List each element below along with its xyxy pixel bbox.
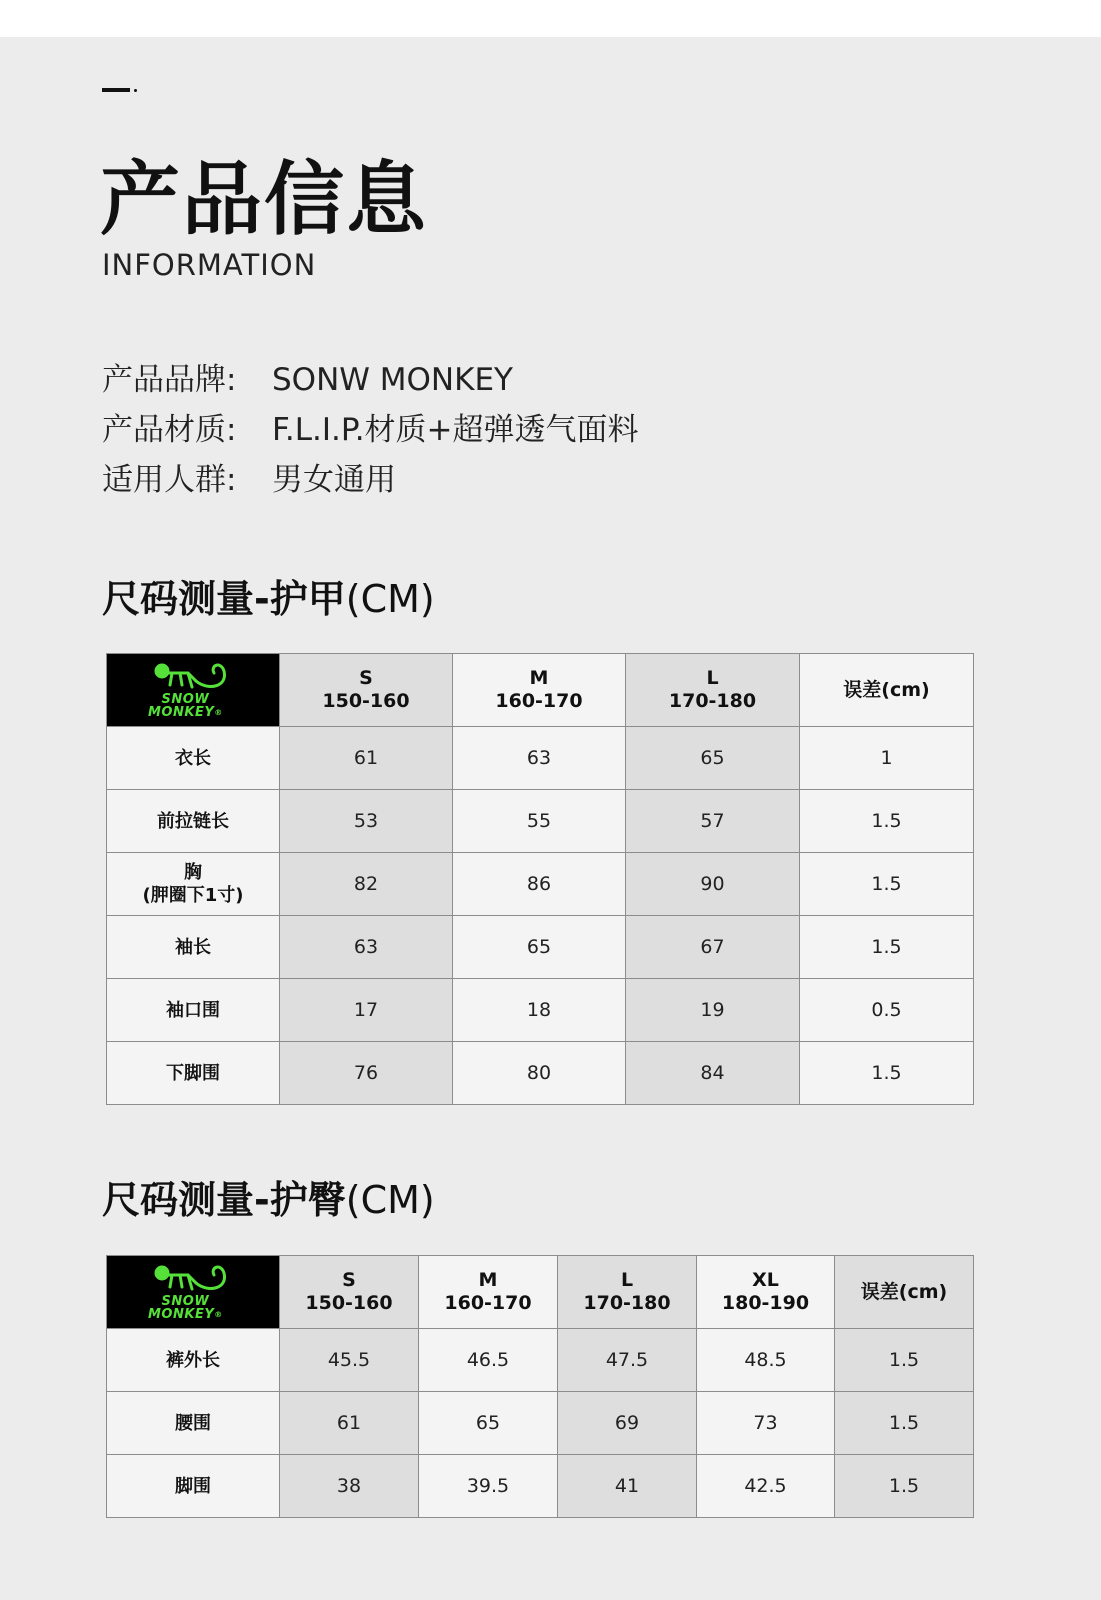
table-row [107,1455,974,1518]
table-cell: 67 [626,916,800,979]
table-cell: 55 [453,790,626,853]
table-cell: 47.5 [558,1329,697,1392]
table-cell: 63 [280,916,453,979]
table-cell: 69 [558,1392,697,1455]
brand-logo [107,1256,280,1329]
table-cell: 1 [800,727,974,790]
table-cell: 86 [453,853,626,916]
table-cell: 84 [626,1042,800,1105]
table-cell: 65 [626,727,800,790]
table-cell: 0.5 [800,979,974,1042]
column-header-s: S 150-160 [280,654,453,727]
table-cell: 1.5 [800,916,974,979]
table-cell: 57 [626,790,800,853]
column-header-m: M 160-170 [453,654,626,727]
row-label: 袖长 [107,916,280,979]
column-header-xl: XL 180-190 [697,1256,835,1329]
table-cell: 76 [280,1042,453,1105]
table-row [107,1042,974,1105]
section-marker [102,88,130,92]
table-cell: 90 [626,853,800,916]
table-cell: 73 [697,1392,835,1455]
vest-title-unit: (CM) [345,577,435,621]
table-cell: 38 [280,1455,419,1518]
brand-logo [107,654,280,727]
table-header-row [107,654,974,727]
table-cell: 42.5 [697,1455,835,1518]
table-cell: 82 [280,853,453,916]
table-cell: 63 [453,727,626,790]
section-marker-dot [134,89,137,92]
table-cell: 61 [280,727,453,790]
column-header-m: M 160-170 [419,1256,558,1329]
row-label: 脚围 [107,1455,280,1518]
table-cell: 1.5 [835,1329,974,1392]
table-cell: 1.5 [835,1392,974,1455]
vest-section-title [102,577,435,621]
info-audience-key: 适用人群: [102,462,237,498]
table-cell: 39.5 [419,1455,558,1518]
info-brand-key: 产品品牌: [102,362,237,398]
table-cell: 48.5 [697,1329,835,1392]
table-row [107,979,974,1042]
info-audience-value: 男女通用 [272,462,396,498]
table-cell: 80 [453,1042,626,1105]
column-header-s: S 150-160 [280,1256,419,1329]
table-row [107,727,974,790]
table-cell: 41 [558,1455,697,1518]
table-row [107,1329,974,1392]
table-row [107,916,974,979]
page-title: 产品信息 [100,153,428,246]
hip-title-text: 尺码测量-护臀 [102,1178,346,1222]
hip-title-unit: (CM) [345,1178,435,1222]
column-header-l: L 170-180 [626,654,800,727]
table-row [107,1392,974,1455]
row-label: 裤外长 [107,1329,280,1392]
row-label: 胸 (胛圈下1寸) [107,853,280,916]
page-subtitle: INFORMATION [102,248,317,282]
table-cell: 65 [453,916,626,979]
info-material-value: F.L.I.P.材质+超弹透气面料 [272,412,639,448]
table-row [107,853,974,916]
table-cell: 1.5 [800,790,974,853]
vest-size-table [106,653,974,1105]
column-header-error: 误差(cm) [835,1256,974,1329]
brand-logo-text: SNOW MONKEY® [148,1294,223,1322]
row-label: 衣长 [107,727,280,790]
row-label: 袖口围 [107,979,280,1042]
info-brand-value: SONW MONKEY [272,362,513,398]
column-header-l: L 170-180 [558,1256,697,1329]
table-cell: 19 [626,979,800,1042]
table-cell: 45.5 [280,1329,419,1392]
table-cell: 1.5 [800,853,974,916]
hip-size-table [106,1255,974,1518]
table-header-row [107,1256,974,1329]
vest-title-text: 尺码测量-护甲 [102,577,346,621]
row-label: 腰围 [107,1392,280,1455]
table-cell: 65 [419,1392,558,1455]
info-brand [102,362,513,398]
table-cell: 17 [280,979,453,1042]
column-header-error: 误差(cm) [800,654,974,727]
brand-logo-text: SNOW MONKEY® [148,692,223,720]
table-cell: 1.5 [835,1455,974,1518]
table-cell: 18 [453,979,626,1042]
table-cell: 1.5 [800,1042,974,1105]
table-cell: 61 [280,1392,419,1455]
hip-section-title [102,1178,435,1222]
table-cell: 46.5 [419,1329,558,1392]
table-row [107,790,974,853]
info-audience [102,462,396,498]
info-material [102,412,639,448]
row-label: 下脚围 [107,1042,280,1105]
table-cell: 53 [280,790,453,853]
info-material-key: 产品材质: [102,412,237,448]
row-label: 前拉链长 [107,790,280,853]
